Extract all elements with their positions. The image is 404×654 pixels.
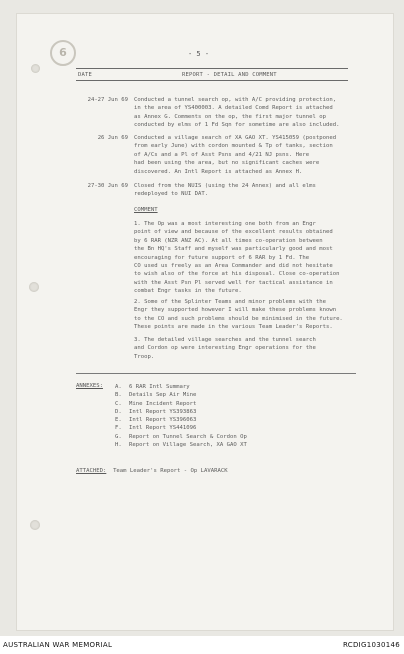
entry-line: Conducted a tunnel search op, with A/C providing protection, [134, 97, 337, 103]
annex-letter: C. [115, 400, 122, 407]
entry-date: 24-27 Jun 69 [87, 97, 128, 103]
comment-heading: COMMENT [134, 207, 158, 213]
entry-line: had been using the area, but no significant caches were [134, 160, 320, 167]
entry-text [134, 134, 360, 176]
annex-letter: H. [115, 442, 122, 449]
annex-item [115, 408, 247, 416]
paragraph-line: and Cordon op were interesting Engr operations for the [134, 345, 316, 352]
attached-label: ATTACHED: [76, 468, 107, 474]
entry-line: conducted by elms of 1 Fd Sqn for sometime are also included. [134, 122, 340, 129]
entry-text [134, 96, 360, 130]
paragraph-line: 3. The detailed village searches and the tunnel search [134, 337, 316, 343]
paragraph-line: These points are made in the various Team Leader's Reports. [134, 324, 333, 331]
paragraph-line: combat Engr tasks in the future. [134, 288, 242, 295]
annex-title: 6 RAR Intl Summary [129, 384, 190, 390]
paragraph-line: Engr they supported however I will make these problems known [134, 307, 337, 314]
entry-line: as Annex G. Comments on the op, the first major tunnel op [134, 113, 326, 120]
entry-line: discovered. An Intl Report is attached as Annex H. [134, 168, 303, 175]
punch-hole-top [31, 64, 40, 73]
paragraph-line: CO used us freely as an Area Commander and did not hesitate [134, 263, 333, 270]
paragraph-line: 2. Some of the Splinter Teams and minor problems with the [134, 299, 326, 305]
footer-record-id: RCDIG1030146 [342, 641, 400, 649]
paragraph-line: Troop. [134, 353, 155, 360]
comment-paragraph [134, 336, 360, 361]
detail-column-header: REPORT - DETAIL AND COMMENT [182, 72, 277, 78]
page-number: - 5 - [188, 50, 210, 58]
entry-line: of A/Cs and a Pl of Asst Psns and 4/21 NJ psns. Here [134, 151, 310, 158]
comment-paragraph [134, 220, 360, 296]
paragraph-line: point of view and because of the excellent results obtained [134, 229, 333, 236]
annex-list [115, 383, 247, 449]
attached-line [76, 468, 228, 474]
entry-line: Conducted a village search of XA GAO XT. YS415059 (postponed [134, 135, 337, 141]
comment-paragraph [134, 298, 360, 332]
footer-credit: AUSTRALIAN WAR MEMORIAL [3, 641, 113, 649]
annex-letter: B. [115, 392, 122, 399]
annex-title: Details Sep Air Mine [129, 392, 197, 399]
paragraph-line: encouraging for future support of 6 RAR by 1 Fd. The [134, 254, 310, 261]
annex-title: Intl Report YS393863 [129, 408, 197, 415]
annex-item [115, 400, 247, 408]
entry-text [134, 182, 360, 199]
annex-item [115, 433, 247, 441]
paragraph-line: the Bn HQ's Staff and myself was particularly good and most [134, 246, 333, 253]
header-rule-top [76, 68, 348, 69]
annex-title: Intl Report YS396063 [129, 417, 197, 424]
annex-letter: F. [115, 425, 122, 432]
annex-item [115, 424, 247, 432]
paragraph-line: with the Asst Psn Pl served well for tactical assistance in [134, 279, 333, 286]
entry-line: from early June) with cordon mounted & Tp of tanks, section [134, 143, 333, 150]
paragraph-line: by 6 RAR (NZR ANZ AC). At all times co-operation between [134, 237, 323, 244]
annex-letter: E. [115, 417, 122, 424]
annex-title: Report on Tunnel Search & Cordon Op [129, 433, 247, 440]
section-divider [76, 373, 356, 374]
annex-title: Mine Incident Report [129, 400, 197, 407]
annexes-label: ANNEXES: [76, 383, 103, 389]
entry-line: Closed from the NUIS (using the 24 Annex) and all elms [134, 183, 316, 189]
annex-item [115, 391, 247, 399]
entry-line: in the area of YS400003. A detailed Comd Report is attached [134, 105, 333, 112]
date-column-header: DATE [78, 72, 93, 78]
annex-letter: G. [115, 433, 122, 440]
annex-title: Intl Report YS441096 [129, 425, 197, 432]
entry-date: 26 Jun 69 [97, 135, 128, 141]
annex-letter: D. [115, 408, 122, 415]
punch-hole-bottom [30, 520, 40, 530]
paragraph-line: to wish also of the force at his disposal. Close co-operation [134, 271, 340, 278]
header-rule-bottom [76, 80, 348, 81]
paragraph-line: 1. The Op was a most interesting one both from an Engr [134, 221, 316, 227]
punch-hole-middle [29, 282, 39, 292]
attached-text: Team Leader's Report - Op LAVARACK [113, 468, 228, 474]
entry-date: 27-30 Jun 69 [87, 183, 128, 189]
entry-line: redeployed to NUI DAT. [134, 191, 209, 198]
paragraph-line: to the CO and such problems should be minimised in the future. [134, 315, 343, 322]
annex-item [115, 441, 247, 449]
annex-letter: A. [115, 384, 122, 390]
annex-title: Report on Village Search, XA GAO XT [129, 442, 247, 449]
circled-number-stamp: 6 [50, 40, 76, 66]
annex-item [115, 416, 247, 424]
annex-item [115, 383, 247, 391]
